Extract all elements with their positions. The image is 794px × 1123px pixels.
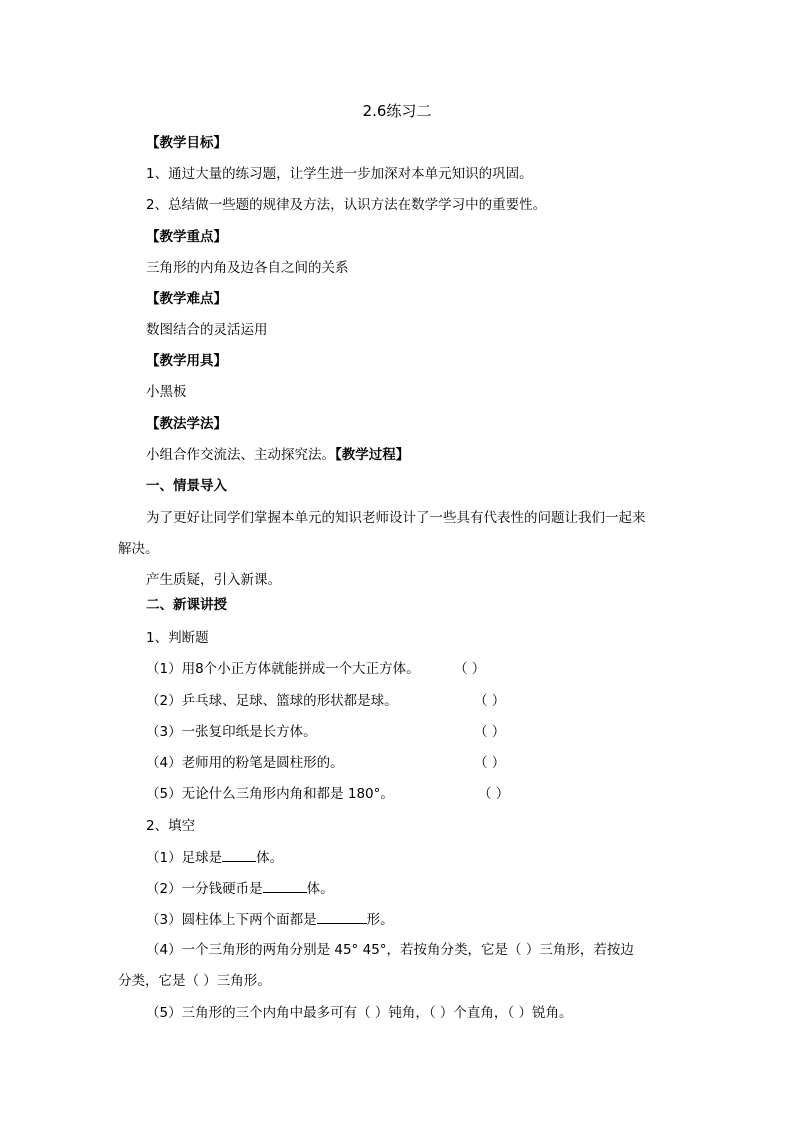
judge-item-5-answer: （ ） — [478, 786, 510, 802]
difficulties-text: 数图结合的灵活运用 — [146, 322, 268, 338]
judge-item-4: （4）老师用的粉笔是圆柱形的。 — [146, 755, 344, 771]
section1-para1-line2: 解决。 — [118, 541, 159, 557]
tools-heading: 【教学用具】 — [146, 353, 227, 369]
methods-heading: 【教法学法】 — [146, 416, 227, 432]
fill-item-2-start: （2）一分钱硬币是 — [146, 881, 263, 897]
section1-heading: 一、情景导入 — [146, 478, 227, 494]
goal-item-2: 2、总结做一些题的规律及方法，认识方法在数学学习中的重要性。 — [146, 197, 547, 213]
methods-text: 小组合作交流法、主动探究法。 — [146, 447, 335, 463]
methods-line — [146, 445, 409, 465]
goals-heading: 【教学目标】 — [146, 135, 227, 151]
page-title: 2.6练习二 — [362, 102, 432, 120]
judge-item-1-answer: （ ） — [454, 661, 486, 677]
section2-heading: 二、新课讲授 — [146, 597, 227, 613]
fill-item-3 — [146, 909, 394, 930]
goal-item-1: 1、通过大量的练习题，让学生进一步加深对本单元知识的巩固。 — [146, 166, 533, 182]
judge-item-3: （3）一张复印纸是长方体。 — [146, 724, 317, 740]
section1-para1-line1: 为了更好让同学们掌握本单元的知识老师设计了一些具有代表性的问题让我们一起来 — [146, 510, 646, 526]
judge-item-2: （2）乒乓球、足球、篮球的形状都是球。 — [146, 693, 398, 709]
judge-item-5: （5）无论什么三角形内角和都是 180°。 — [146, 786, 394, 802]
fill-blank-2 — [263, 878, 307, 893]
fill-heading: 2、填空 — [146, 818, 196, 834]
section1-para2: 产生质疑，引入新课。 — [146, 572, 281, 588]
fill-blank-1 — [222, 847, 256, 862]
fill-item-3-end: 形。 — [366, 912, 394, 928]
fill-item-4-line2: 分类，它是（ ）三角形。 — [118, 973, 271, 989]
fill-item-1-start: （1）足球是 — [146, 850, 223, 866]
key-points-heading: 【教学重点】 — [146, 229, 227, 245]
fill-item-4-line1: （4）一个三角形的两角分别是 45° 45°，若按角分类，它是（ ）三角形，若按边 — [146, 942, 634, 958]
fill-item-3-start: （3）圆柱体上下两个面都是 — [146, 912, 317, 928]
judge-heading: 1、判断题 — [146, 630, 209, 646]
judge-item-3-answer: （ ） — [474, 724, 506, 740]
judge-item-4-answer: （ ） — [474, 755, 506, 771]
judge-item-1: （1）用8个小正方体就能拼成一个大正方体。 — [146, 661, 420, 677]
process-heading: 【教学过程】 — [335, 447, 410, 463]
fill-item-5: （5）三角形的三个内角中最多可有（ ）钝角，（ ）个直角，（ ）锐角。 — [146, 1005, 573, 1021]
fill-blank-3 — [317, 909, 367, 924]
fill-item-1-end: 体。 — [256, 850, 284, 866]
key-points-text: 三角形的内角及边各自之间的关系 — [146, 260, 349, 276]
fill-item-2-end: 体。 — [306, 881, 334, 897]
fill-item-1 — [146, 847, 283, 868]
fill-item-2 — [146, 878, 334, 899]
tools-text: 小黑板 — [146, 384, 187, 400]
judge-item-2-answer: （ ） — [474, 693, 506, 709]
difficulties-heading: 【教学难点】 — [146, 291, 227, 307]
